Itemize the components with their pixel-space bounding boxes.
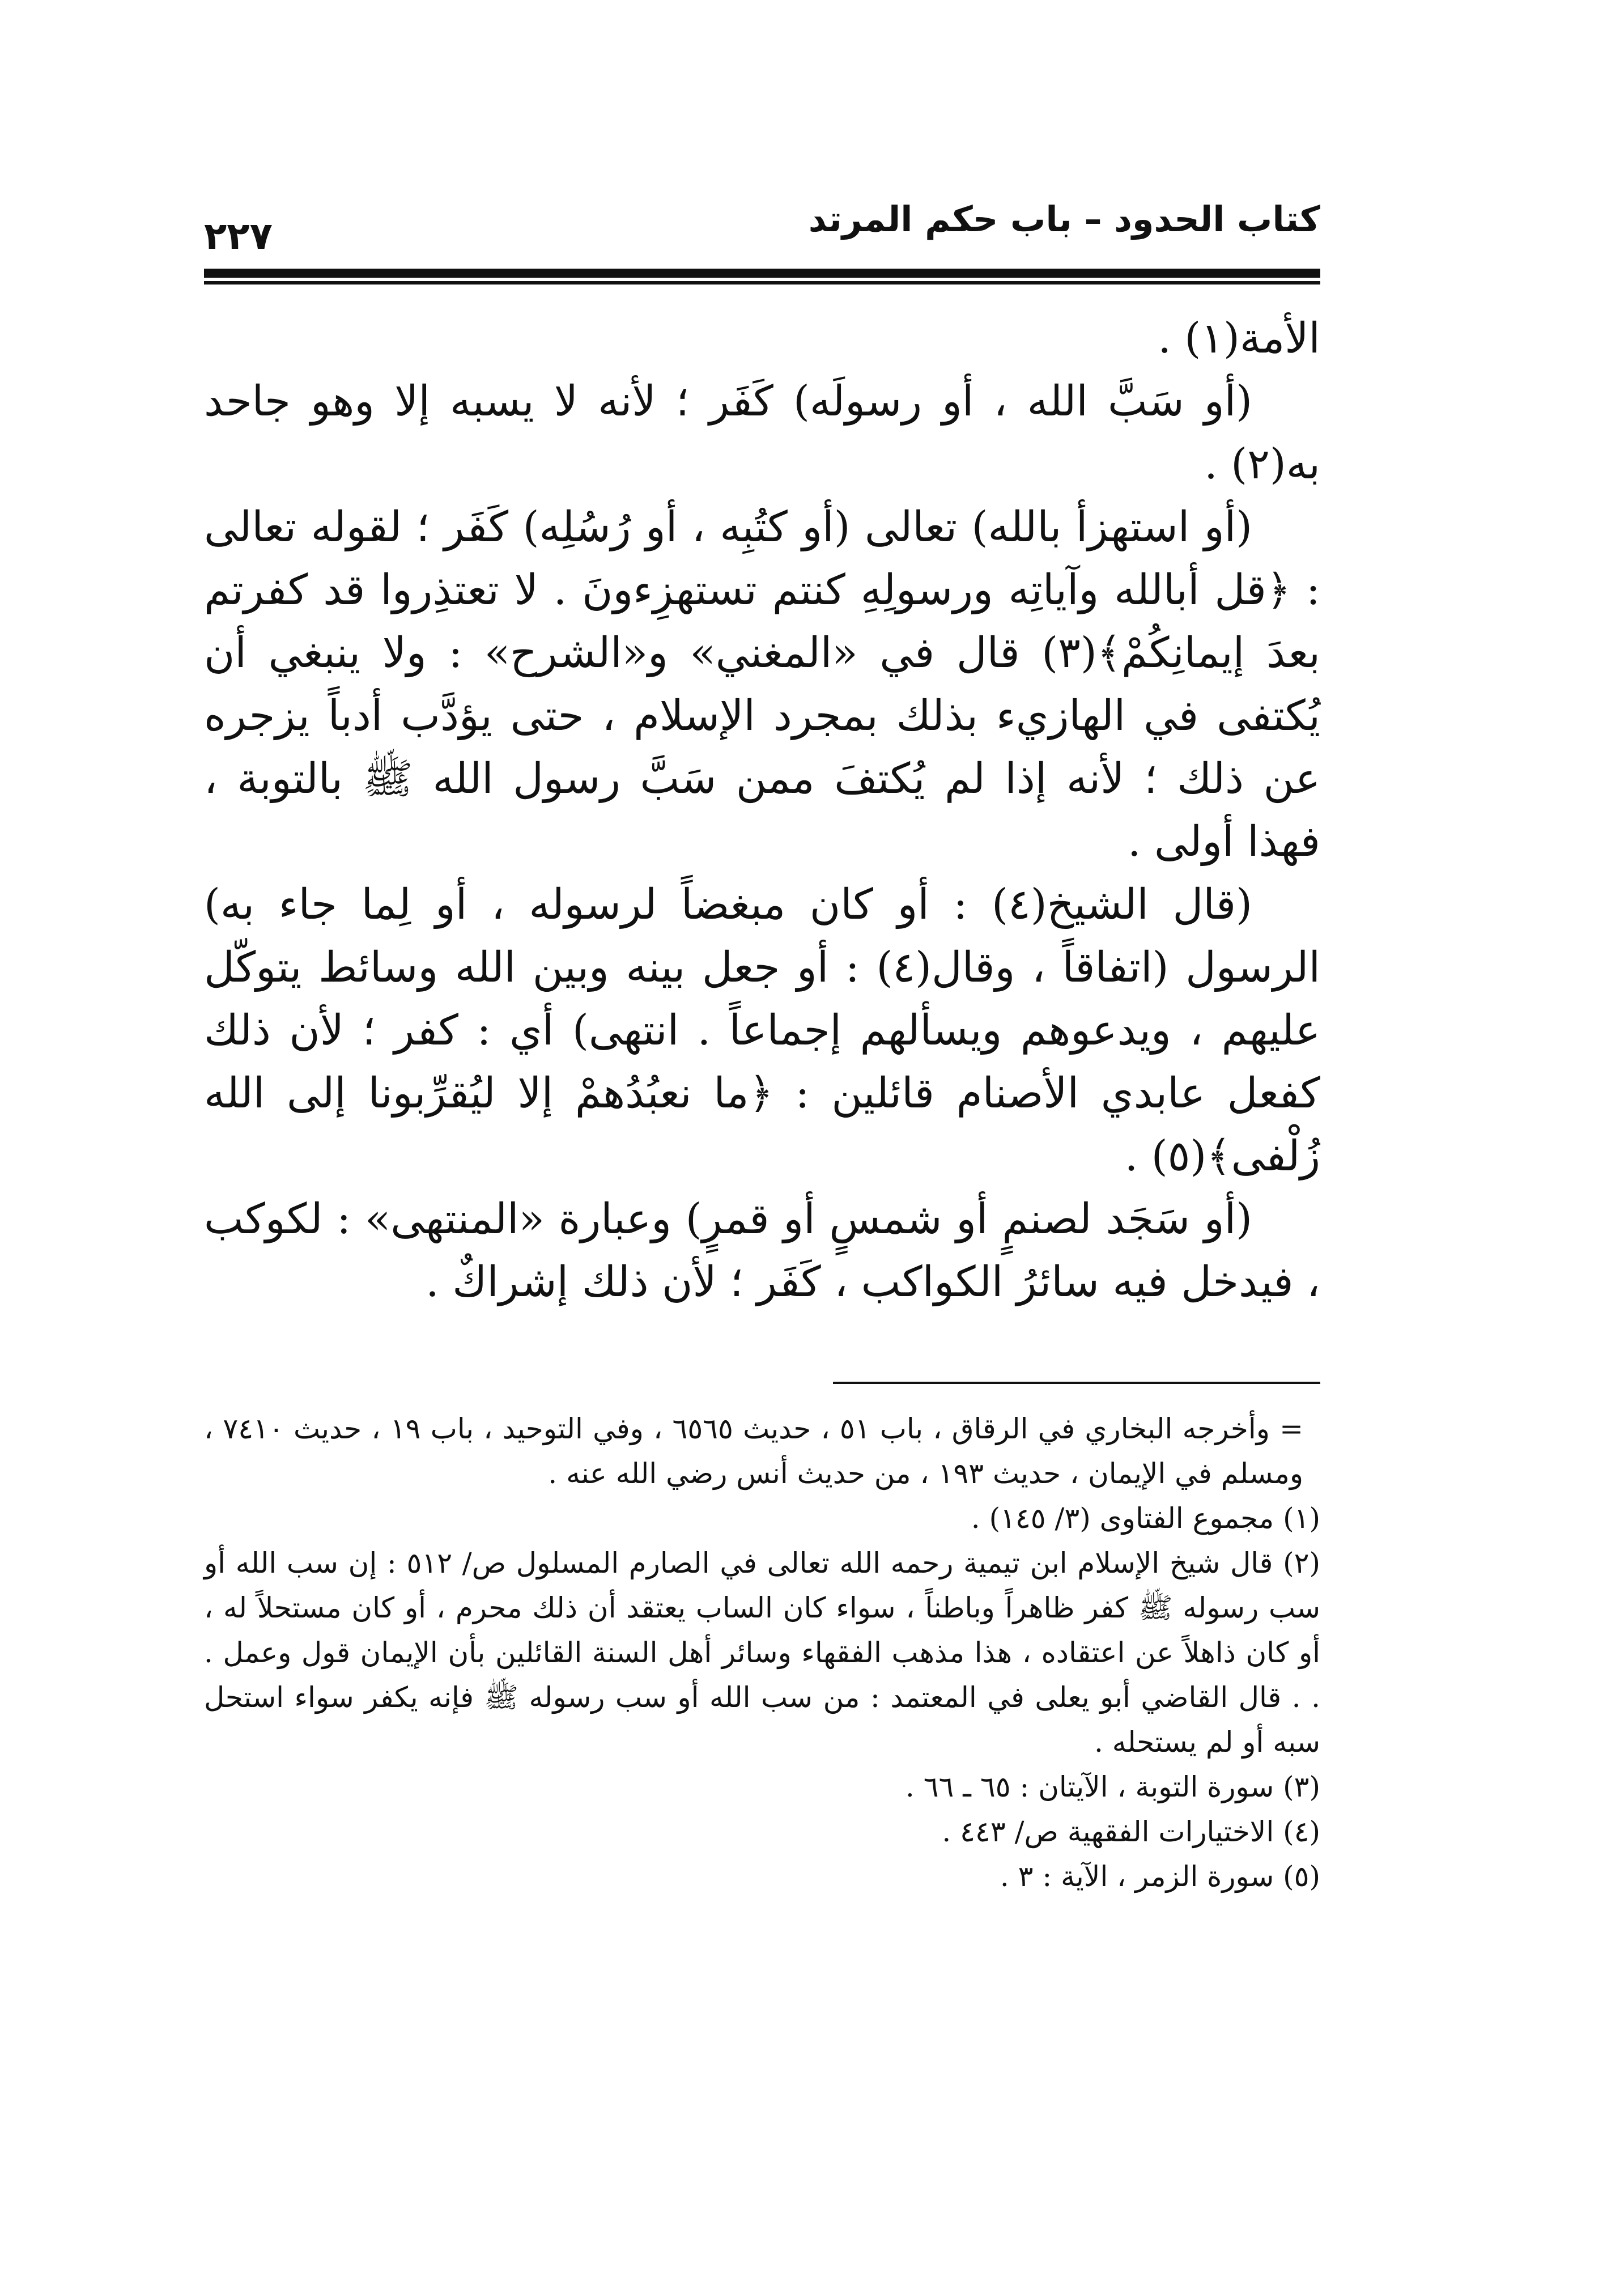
- book-page: [204, 187, 1320, 1899]
- paragraph: (قال الشيخ(٤) : أو كان مبغضاً لرسوله ، أو لِما جاء به) الرسول (اتفاقاً ، وقال(٤) : أو جعل بينه وبين الله وسائط يتوكّل عليهم ، ويدعوهم ويسألهم إجماعاً . انتهى) أي : كفر ؛ لأن ذلك كفعل عابدي الأصنام قائلين : ﴿ما نعبُدُهمْ إلا ليُقرِّبونا إلى الله زُلْفى﴾(٥) .: [204, 880, 1321, 1181]
- footnote: (٤) الاختيارات الفقهية ص/ ٤٤٣ .: [942, 1815, 1320, 1848]
- footnote-divider: [833, 1382, 1320, 1384]
- footnote-continuation: = وأخرجه البخاري في الرقاق ، باب ٥١ ، حديث ٦٥٦٥ ، وفي التوحيد ، باب ١٩ ، حديث ٧٤١٠ ، ومسلم في الإيمان ، حديث ١٩٣ ، من حديث أنس رضي الله عنه .: [204, 1412, 1304, 1490]
- paragraph: (أو سَجَد لصنمٍ أو شمسٍ أو قمرٍ) وعبارة «المنتهى» : لكوكب ، فيدخل فيه سائرُ الكواكب ، كَفَر ؛ لأن ذلك إشراكٌ .: [204, 1195, 1320, 1306]
- paragraph: (أو سَبَّ الله ، أو رسولَه) كَفَر ؛ لأنه لا يسبه إلا وهو جاحد به(٢) .: [204, 377, 1320, 489]
- header-rule-thick: [204, 269, 1320, 278]
- footnote: (١) مجموع الفتاوى (٣/ ١٤٥) .: [971, 1502, 1320, 1535]
- footnotes: [204, 1407, 1320, 1899]
- main-text: [204, 307, 1320, 1314]
- page-number: ٢٢٧: [204, 214, 273, 258]
- paragraph: (أو استهزأ بالله) تعالى (أو كتُبِه ، أو رُسُلِه) كَفَر ؛ لقوله تعالى : ﴿قل أبالله وآياتِه ورسولِهِ كنتم تستهزِءونَ . لا تعتذِروا قد كفرتم بعدَ إيمانِكُمْ﴾(٣) قال في «المغني» و«الشرح» : ولا ينبغي أن يُكتفى في الهازيء بذلك بمجرد الإسلام ، حتى يؤدَّب أدباً يزجره عن ذلك ؛ لأنه إذا لم يُكتفَ ممن سَبَّ رسول الله ﷺ بالتوبة ، فهذا أولى .: [204, 503, 1321, 866]
- footnote: (٢) قال شيخ الإسلام ابن تيمية رحمه الله تعالى في الصارم المسلول ص/ ٥١٢ : إن سب الله أو سب رسوله ﷺ كفر ظاهراً وباطناً ، سواء كان الساب يعتقد أن ذلك محرم ، أو كان مستحلاً له ، أو كان ذاهلاً عن اعتقاده ، هذا مذهب الفقهاء وسائر أهل السنة القائلين بأن الإيمان قول وعمل . . . قال القاضي أبو يعلى في المعتمد : من سب الله أو سب رسوله ﷺ فإنه يكفر سواء استحل سبه أو لم يستحله .: [204, 1547, 1321, 1759]
- running-header: [204, 187, 1320, 266]
- footnote: (٣) سورة التوبة ، الآيتان : ٦٥ ـ ٦٦ .: [905, 1770, 1320, 1803]
- paragraph: الأمة(١) .: [1158, 314, 1320, 363]
- header-rule-thin: [204, 281, 1320, 284]
- footnote: (٥) سورة الزمر ، الآية : ٣ .: [1000, 1860, 1320, 1893]
- running-header-title: كتاب الحدود – باب حكم المرتد: [808, 198, 1320, 240]
